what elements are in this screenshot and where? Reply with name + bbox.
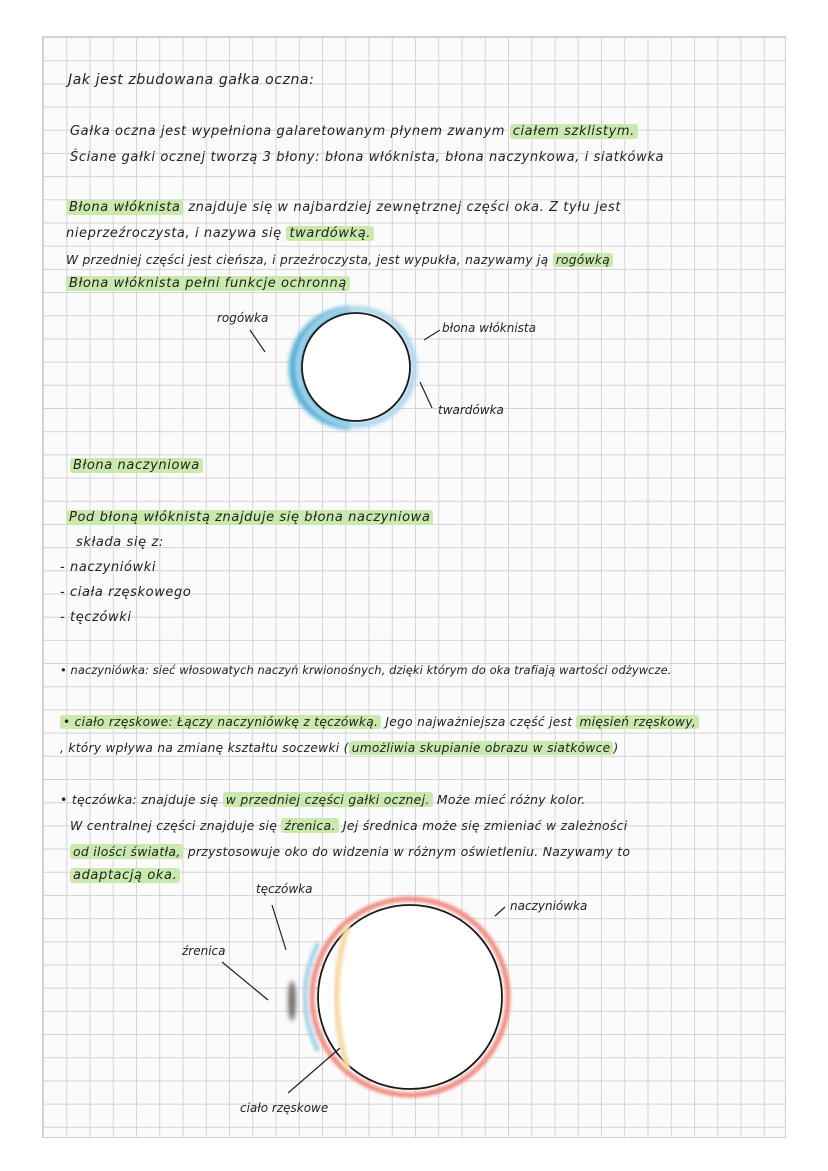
fibrous-line-1: Błona włóknista znajduje się w najbardziej zewnętrznej części oka. Z tyłu jest (66, 200, 621, 216)
list-item: - naczyniówki (60, 560, 157, 575)
fibrous-line-2: nieprzeźroczysta, i nazywa się twardówką. (66, 226, 374, 242)
label-ciliary: ciało rzęskowe (240, 1101, 329, 1115)
label-pupil: źrenica (182, 944, 226, 958)
pointer-pupil (222, 962, 268, 1000)
label-choroid: naczyniówka (510, 899, 588, 913)
def-iris-line-4: adaptacją oka. (70, 868, 180, 884)
fibrous-line-3: W przedniej części jest cieńsza, i przeźroczysta, jest wypukła, nazywamy ją rogówką (66, 252, 613, 268)
label-fibrous: błona włóknista (442, 321, 536, 335)
def-iris-line-2: W centralnej części znajduje się źrenica. Jej średnica może się zmieniać w zależności (70, 818, 628, 833)
def-ciliary-line-1: • ciało rzęskowe: Łączy naczyniówkę z tęczówką. Jego najważniejsza część jest mięsień rzęskowy, (60, 714, 699, 730)
pointer-iris (272, 905, 286, 950)
list-item: - tęczówki (60, 610, 132, 625)
pupil-shading (288, 981, 296, 1021)
vascular-line-1: Pod błoną włóknistą znajduje się błona naczyniowa (66, 510, 433, 526)
def-choroid: • naczyniówka: sieć włosowatych naczyń krwionośnych, dzięki którym do oka trafiają wartości odżywcze. (60, 663, 672, 677)
highlight-vitreous: ciałem szklistym. (510, 124, 638, 139)
intro-line-1: Gałka oczna jest wypełniona galaretowanym płynem zwanym ciałem szklistym. (70, 124, 638, 140)
pointer-choroid (495, 907, 505, 916)
def-iris-line-1: • tęczówka: znajduje się w przedniej części gałki ocznej. Może mieć różny kolor. (60, 792, 586, 807)
def-iris-line-3: od ilości światła, przystosowuje oko do widzenia w różnym oświetleniu. Nazywamy to (70, 844, 630, 860)
def-ciliary-line-2: , który wpływa na zmianę kształtu soczewki ( umożliwia skupianie obrazu w siatkówce ) (60, 741, 619, 755)
vascular-consists: składa się z: (76, 535, 164, 550)
intro-line-2: Ściane gałki ocznej tworzą 3 błony: błona włóknista, błona naczynkowa, i siatkówka (70, 150, 665, 165)
list-item: - ciała rzęskowego (60, 585, 192, 600)
vascular-heading: Błona naczyniowa (70, 458, 203, 474)
page-title: Jak jest zbudowana gałka oczna: (68, 72, 315, 88)
pointer-ciliary (288, 1048, 340, 1093)
label-iris: tęczówka (256, 882, 313, 896)
label-cornea: rogówka (217, 311, 269, 325)
label-sclera: twardówka (438, 403, 504, 417)
fibrous-line-4: Błona włóknista pełni funkcje ochronną (66, 276, 350, 292)
